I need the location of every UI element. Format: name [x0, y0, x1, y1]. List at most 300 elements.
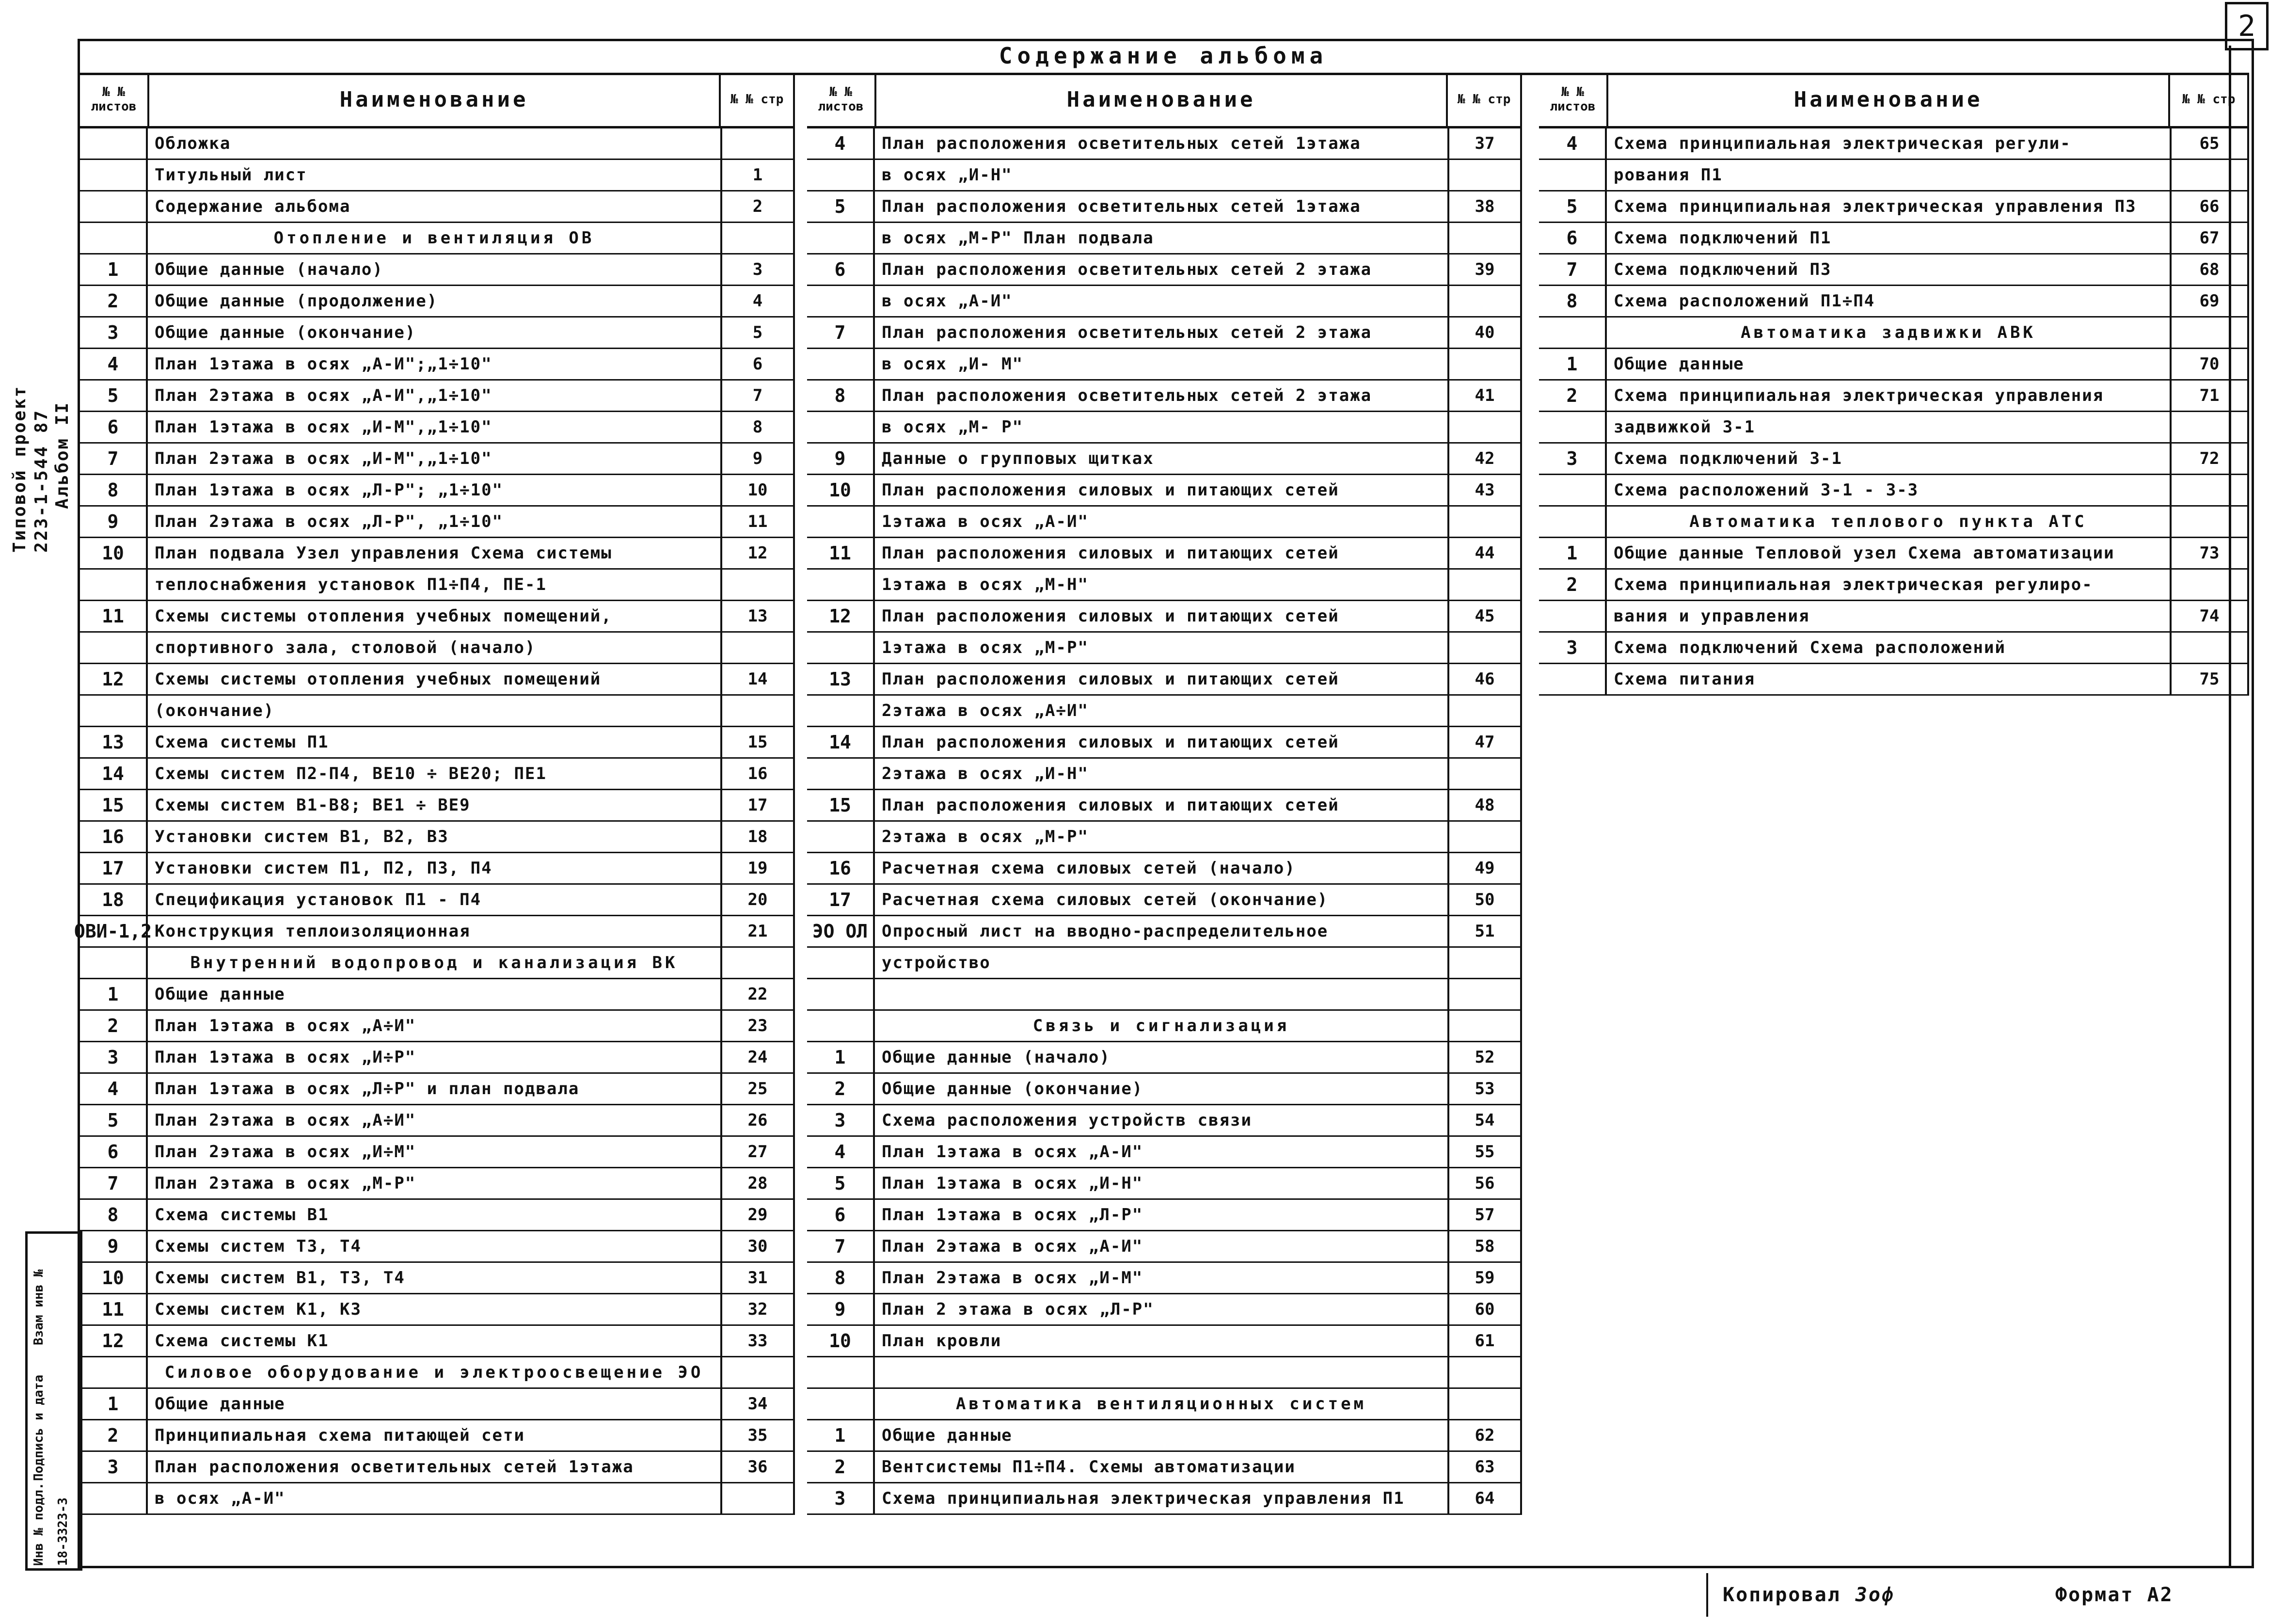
sheet-name: 1этажа в осях „А-И" [875, 507, 1449, 537]
table-row [80, 507, 795, 538]
table-row [807, 128, 1522, 160]
table-row [807, 349, 1522, 381]
sheet-name: в осях „М-Р" План подвала [875, 223, 1449, 253]
table-row [807, 570, 1522, 601]
sheet-name: Схема подключений П3 [1607, 255, 2172, 285]
sheet-name: Установки систем П1, П2, П3, П4 [148, 853, 722, 883]
stamp-line-3: Альбом II [52, 401, 72, 509]
page-number-cell: 73 [2172, 538, 2249, 568]
sheet-number [807, 223, 875, 253]
sheet-number [807, 286, 875, 316]
page-number-cell: 13 [722, 601, 795, 631]
sheet-number: 3 [80, 1042, 148, 1072]
table-row [807, 475, 1522, 507]
page-number-cell: 55 [1449, 1137, 1522, 1167]
sheet-name: Содержание альбома [148, 191, 722, 222]
page-number-cell: 43 [1449, 475, 1522, 505]
table-row [80, 160, 795, 191]
sheet-number: 18 [80, 885, 148, 915]
sheet-name: Схема принципиальная электрическая управления П3 [1607, 191, 2172, 222]
sheet-name: Конструкция теплоизоляционная [148, 916, 722, 946]
table-row [80, 349, 795, 381]
sheet-number [80, 570, 148, 600]
page-number-cell [722, 696, 795, 726]
page-number-cell: 20 [722, 885, 795, 915]
table-row [80, 759, 795, 790]
sheet-name: Схема расположения устройств связи [875, 1105, 1449, 1135]
sheet-name: Титульный лист [148, 160, 722, 190]
table-row [807, 1326, 1522, 1357]
page-number-cell: 37 [1449, 128, 1522, 159]
sheet-number: 12 [80, 664, 148, 694]
page-number: 2 [2225, 2, 2269, 50]
sheet-name: Силовое оборудование и электроосвещение ЭО [148, 1357, 722, 1387]
sheet-name [875, 979, 1449, 1009]
sheet-number: 4 [80, 349, 148, 379]
page-number-cell: 12 [722, 538, 795, 568]
sheet-number: ЭО ОЛ [807, 916, 875, 946]
header-page: № № стр [2170, 73, 2249, 126]
table-row [807, 1420, 1522, 1452]
page-number-cell: 69 [2172, 286, 2249, 316]
sheet-name: Данные о групповых щитках [875, 444, 1449, 474]
page-number-cell: 74 [2172, 601, 2249, 631]
sheet-number: 8 [807, 1263, 875, 1293]
sheet-number: 2 [80, 1011, 148, 1041]
sheet-name: Общие данные (начало) [875, 1042, 1449, 1072]
sheet-name: Схема подключений 3-1 [1607, 444, 2172, 474]
sheet-number: 12 [80, 1326, 148, 1356]
contents-table-3 [1539, 73, 2249, 696]
page-number-cell: 45 [1449, 601, 1522, 631]
table-row [1539, 286, 2249, 318]
sheet-name: План расположения силовых и питающих сетей [875, 538, 1449, 568]
table-header [1539, 73, 2249, 128]
table-row [1539, 664, 2249, 696]
page-number-cell [1449, 1357, 1522, 1387]
sheet-number: 15 [80, 790, 148, 820]
sheet-number: 6 [807, 1200, 875, 1230]
sheet-name: в осях „А-И" [148, 1483, 722, 1513]
table-row [80, 412, 795, 444]
sheet-number: 7 [80, 1168, 148, 1198]
sheet-number: 1 [807, 1042, 875, 1072]
sheet-name: План 1этажа в осях „И-Н" [875, 1168, 1449, 1198]
table-row [80, 191, 795, 223]
page-number-cell [1449, 349, 1522, 379]
sheet-name: Установки систем В1, В2, В3 [148, 822, 722, 852]
sheet-number: 4 [1539, 128, 1607, 159]
table-row [807, 664, 1522, 696]
table-row [1539, 349, 2249, 381]
sheet-name: Общие данные [875, 1420, 1449, 1450]
sheet-name: План расположения силовых и питающих сетей [875, 664, 1449, 694]
table-row [807, 160, 1522, 191]
table-row [1539, 475, 2249, 507]
page-number-cell: 7 [722, 381, 795, 411]
sheet-name: вания и управления [1607, 601, 2172, 631]
sheet-number: 7 [807, 1231, 875, 1261]
table-row [807, 1042, 1522, 1074]
sheet-number: 1 [807, 1420, 875, 1450]
page-number-cell [2172, 570, 2249, 600]
sheet-number: 1 [80, 255, 148, 285]
sheet-name: Схема системы К1 [148, 1326, 722, 1356]
sheet-name: рования П1 [1607, 160, 2172, 190]
table-row [74, 916, 795, 948]
header-page: № № стр [1448, 73, 1522, 126]
sheet-name: 2этажа в осях „А÷И" [875, 696, 1449, 726]
sheet-number: 5 [80, 1105, 148, 1135]
sheet-name: План 1этажа в осях „И-М",„1÷10" [148, 412, 722, 442]
table-row [80, 885, 795, 916]
sheet-number: 14 [80, 759, 148, 789]
sheet-number: 1 [80, 1389, 148, 1419]
sheet-number: 13 [80, 727, 148, 757]
sheet-number [1539, 412, 1607, 442]
sheet-name: Опросный лист на вводно-распределительное [875, 916, 1449, 946]
sheet-name: План расположения силовых и питающих сетей [875, 727, 1449, 757]
table-row [80, 286, 795, 318]
page-number-cell: 47 [1449, 727, 1522, 757]
sheet-name: План 1этажа в осях „А÷И" [148, 1011, 722, 1041]
page-number-cell: 4 [722, 286, 795, 316]
page-number-cell: 5 [722, 318, 795, 348]
section-heading-row [1539, 507, 2249, 538]
page-number-cell: 24 [722, 1042, 795, 1072]
page-number-cell: 14 [722, 664, 795, 694]
sheet-name: План 2этажа в осях „Л-Р", „1÷10" [148, 507, 722, 537]
table-row [80, 381, 795, 412]
page-number-cell [722, 1483, 795, 1513]
section-heading-row [80, 948, 795, 979]
table-row [80, 1420, 795, 1452]
sheet-number: 2 [1539, 381, 1607, 411]
sheet-number: 8 [80, 1200, 148, 1230]
table-row [80, 1452, 795, 1483]
page-number-cell: 70 [2172, 349, 2249, 379]
sheet-number [1539, 160, 1607, 190]
table-row [807, 696, 1522, 727]
sheet-number: 2 [80, 286, 148, 316]
table-row [80, 790, 795, 822]
section-heading-row [80, 223, 795, 255]
table-row [80, 1263, 795, 1294]
table-row [80, 1042, 795, 1074]
sheet-number: 4 [807, 128, 875, 159]
sheet-number: 16 [80, 822, 148, 852]
table-row [807, 979, 1522, 1011]
sheet-name: спортивного зала, столовой (начало) [148, 633, 722, 663]
page-number-cell: 72 [2172, 444, 2249, 474]
table-row [80, 601, 795, 633]
sheet-name: План расположения осветительных сетей 1этажа [148, 1452, 722, 1482]
sheet-number: 10 [807, 1326, 875, 1356]
header-name: Наименование [149, 73, 721, 126]
sheet-name: Схемы систем Т3, Т4 [148, 1231, 722, 1261]
table-row [80, 444, 795, 475]
sheet-name: Отопление и вентиляция ОВ [148, 223, 722, 253]
sheet-name: Расчетная схема силовых сетей (начало) [875, 853, 1449, 883]
page-number-cell: 75 [2172, 664, 2249, 694]
copied-signature: Зоф [1855, 1584, 1895, 1606]
copied-label: Копировал [1723, 1584, 1841, 1606]
page-number-cell: 18 [722, 822, 795, 852]
sheet-number: 7 [1539, 255, 1607, 285]
table-row [80, 475, 795, 507]
header-name: Наименование [1608, 73, 2170, 126]
copied-by [1706, 1573, 1895, 1617]
page-number-cell: 25 [722, 1074, 795, 1104]
sheet-name: устройство [875, 948, 1449, 978]
table-row [807, 1105, 1522, 1137]
sheet-name: План 1этажа в осях „А-И";„1÷10" [148, 349, 722, 379]
sheet-name: Схема принципиальная электрическая управления П1 [875, 1483, 1449, 1513]
page-number-cell: 39 [1449, 255, 1522, 285]
page-number-cell: 35 [722, 1420, 795, 1450]
sheet-number: 16 [807, 853, 875, 883]
sheet-number [807, 160, 875, 190]
sheet-number: 17 [80, 853, 148, 883]
sheet-number [1539, 601, 1607, 631]
table-row [807, 916, 1522, 948]
header-page: № № стр [721, 73, 795, 126]
sheet-name [875, 1357, 1449, 1387]
project-stamp [5, 349, 72, 553]
sheet-name: в осях „И-Н" [875, 160, 1449, 190]
header-num: № № листов [80, 73, 149, 126]
page-number-cell: 2 [722, 191, 795, 222]
page-number-cell: 36 [722, 1452, 795, 1482]
sheet-number [80, 223, 148, 253]
table-header [80, 73, 795, 128]
page-number-cell: 46 [1449, 664, 1522, 694]
sheet-name: (окончание) [148, 696, 722, 726]
table-row [807, 822, 1522, 853]
table-row [807, 1263, 1522, 1294]
table-row [80, 1137, 795, 1168]
sheet-name: Схема расположений П1÷П4 [1607, 286, 2172, 316]
page-number-cell: 68 [2172, 255, 2249, 285]
page-number-cell: 16 [722, 759, 795, 789]
page-number-cell [1449, 696, 1522, 726]
page-number-cell: 59 [1449, 1263, 1522, 1293]
page-number-cell [2172, 160, 2249, 190]
sheet-number [80, 160, 148, 190]
sheet-number: 10 [807, 475, 875, 505]
sheet-name: План 2этажа в осях „А-И",„1÷10" [148, 381, 722, 411]
stamp-line-2: 223-1-544 87 [32, 409, 51, 553]
sheet-name: План 2этажа в осях „И÷М" [148, 1137, 722, 1167]
sheet-name: План 1этажа в осях „А-И" [875, 1137, 1449, 1167]
page-number-cell: 50 [1449, 885, 1522, 915]
sheet-number [1539, 475, 1607, 505]
page-number-cell [722, 948, 795, 978]
page-number-cell: 67 [2172, 223, 2249, 253]
page-number-cell [1449, 948, 1522, 978]
sheet-name: в осях „А-И" [875, 286, 1449, 316]
sheet-name: Схемы систем В1, Т3, Т4 [148, 1263, 722, 1293]
page-number-cell [1449, 1389, 1522, 1419]
page-number-cell [1449, 507, 1522, 537]
sheet-number: 10 [80, 538, 148, 568]
section-heading-row [807, 1389, 1522, 1420]
contents-table-2 [807, 73, 1522, 1515]
table-row [807, 885, 1522, 916]
page-number-cell [1449, 1011, 1522, 1041]
page-number-cell: 66 [2172, 191, 2249, 222]
sheet-name: 2этажа в осях „М-Р" [875, 822, 1449, 852]
sheet-name: Схема подключений П1 [1607, 223, 2172, 253]
sheet-name: Схема принципиальная электрическая регули- [1607, 128, 2172, 159]
sheet-number: 1 [1539, 538, 1607, 568]
page-title: Содержание альбома [78, 39, 2249, 75]
page-number-cell: 17 [722, 790, 795, 820]
table-row [80, 255, 795, 286]
sheet-name: План 1этажа в осях „И÷Р" [148, 1042, 722, 1072]
page-number-cell [722, 223, 795, 253]
page-number-cell: 40 [1449, 318, 1522, 348]
sheet-number: 14 [807, 727, 875, 757]
sheet-name: Автоматика теплового пункта АТС [1607, 507, 2172, 537]
sheet-name: 2этажа в осях „И-Н" [875, 759, 1449, 789]
table-row [807, 1357, 1522, 1389]
contents-table-1 [74, 73, 795, 1515]
sheet-number: 3 [1539, 633, 1607, 663]
sheet-name: Расчетная схема силовых сетей (окончание) [875, 885, 1449, 915]
sheet-name: Схемы системы отопления учебных помещений [148, 664, 722, 694]
table-row [80, 128, 795, 160]
table-row [807, 1231, 1522, 1263]
sheet-number: 8 [1539, 286, 1607, 316]
page-number-cell [1449, 759, 1522, 789]
sheet-name: Связь и сигнализация [875, 1011, 1449, 1041]
table-row [807, 538, 1522, 570]
table-row [1539, 570, 2249, 601]
table-row [807, 507, 1522, 538]
page-number-cell: 62 [1449, 1420, 1522, 1450]
page-number-cell: 28 [722, 1168, 795, 1198]
table-row [1539, 255, 2249, 286]
sheet-name: План 1этажа в осях „Л÷Р" и план подвала [148, 1074, 722, 1104]
sheet-name: Общие данные [148, 979, 722, 1009]
sheet-name: Схема подключений Схема расположений [1607, 633, 2172, 663]
table-row [80, 1011, 795, 1042]
sheet-name: Общие данные (продолжение) [148, 286, 722, 316]
sheet-number [807, 979, 875, 1009]
sheet-name: План расположения силовых и питающих сетей [875, 601, 1449, 631]
page-number-cell: 44 [1449, 538, 1522, 568]
sheet-name: План расположения осветительных сетей 2 этажа [875, 318, 1449, 348]
page-number-cell: 23 [722, 1011, 795, 1041]
sheet-number [807, 696, 875, 726]
table-row [1539, 444, 2249, 475]
table-row [1539, 601, 2249, 633]
table-row [80, 1326, 795, 1357]
sheet-number [1539, 507, 1607, 537]
sheet-name: План 2этажа в осях „А-И" [875, 1231, 1449, 1261]
page-number-cell [722, 570, 795, 600]
page-number-cell [1449, 286, 1522, 316]
sheet-name: Обложка [148, 128, 722, 159]
page-number-cell [2172, 318, 2249, 348]
table-row [80, 1389, 795, 1420]
sheet-number: 1 [80, 979, 148, 1009]
table-row [807, 790, 1522, 822]
sheet-number: 6 [807, 255, 875, 285]
table-row [807, 191, 1522, 223]
table-row [1539, 538, 2249, 570]
sheet-number: 11 [80, 1294, 148, 1324]
page-number-cell: 64 [1449, 1483, 1522, 1513]
section-heading-row [1539, 318, 2249, 349]
sheet-name: План расположения осветительных сетей 1этажа [875, 191, 1449, 222]
sheet-name: Схемы систем П2-П4, ВЕ10 ÷ ВЕ20; ПЕ1 [148, 759, 722, 789]
sheet-name: Схема принципиальная электрическая управления [1607, 381, 2172, 411]
page-number-cell: 63 [1449, 1452, 1522, 1482]
sheet-number: ОВИ-1,2 [80, 916, 148, 946]
page-number-cell [722, 633, 795, 663]
table-row [80, 696, 795, 727]
section-heading-row [80, 1357, 795, 1389]
sheet-number: 2 [80, 1420, 148, 1450]
page-number-cell [722, 1357, 795, 1387]
page-number-cell: 30 [722, 1231, 795, 1261]
sheet-name: 1этажа в осях „М-Н" [875, 570, 1449, 600]
sheet-name: Схемы системы отопления учебных помещений, [148, 601, 722, 631]
table-row [80, 979, 795, 1011]
sheet-number: 9 [80, 507, 148, 537]
page-number-cell: 10 [722, 475, 795, 505]
sheet-number: 2 [807, 1452, 875, 1482]
sheet-number: 5 [1539, 191, 1607, 222]
sheet-name: План 1этажа в осях „Л-Р" [875, 1200, 1449, 1230]
page-number-cell [1449, 822, 1522, 852]
table-row [80, 1200, 795, 1231]
page-number-cell: 9 [722, 444, 795, 474]
sheet-number [807, 507, 875, 537]
table-row [1539, 381, 2249, 412]
sheet-number [80, 128, 148, 159]
sheet-name: Общие данные (начало) [148, 255, 722, 285]
page-number-cell [2172, 633, 2249, 663]
sheet-number [80, 948, 148, 978]
page-number-cell [1449, 979, 1522, 1009]
page-number-cell: 27 [722, 1137, 795, 1167]
page-number-cell: 41 [1449, 381, 1522, 411]
sheet-number: 17 [807, 885, 875, 915]
sheet-name: в осях „И- М" [875, 349, 1449, 379]
page-number-cell: 57 [1449, 1200, 1522, 1230]
table-row [807, 601, 1522, 633]
page-number-cell: 6 [722, 349, 795, 379]
table-row [1539, 633, 2249, 664]
table-row [807, 444, 1522, 475]
page-number-cell: 31 [722, 1263, 795, 1293]
page-number-cell [2172, 475, 2249, 505]
page-number-cell: 38 [1449, 191, 1522, 222]
table-row [807, 381, 1522, 412]
table-row [807, 1137, 1522, 1168]
page-number-cell [722, 128, 795, 159]
table-row [807, 1074, 1522, 1105]
sheet-number [1539, 664, 1607, 694]
sheet-name: Спецификация установок П1 - П4 [148, 885, 722, 915]
sheet-number [807, 948, 875, 978]
page-number-cell: 32 [722, 1294, 795, 1324]
table-row [807, 727, 1522, 759]
sheet-name: План 2этажа в осях „М-Р" [148, 1168, 722, 1198]
